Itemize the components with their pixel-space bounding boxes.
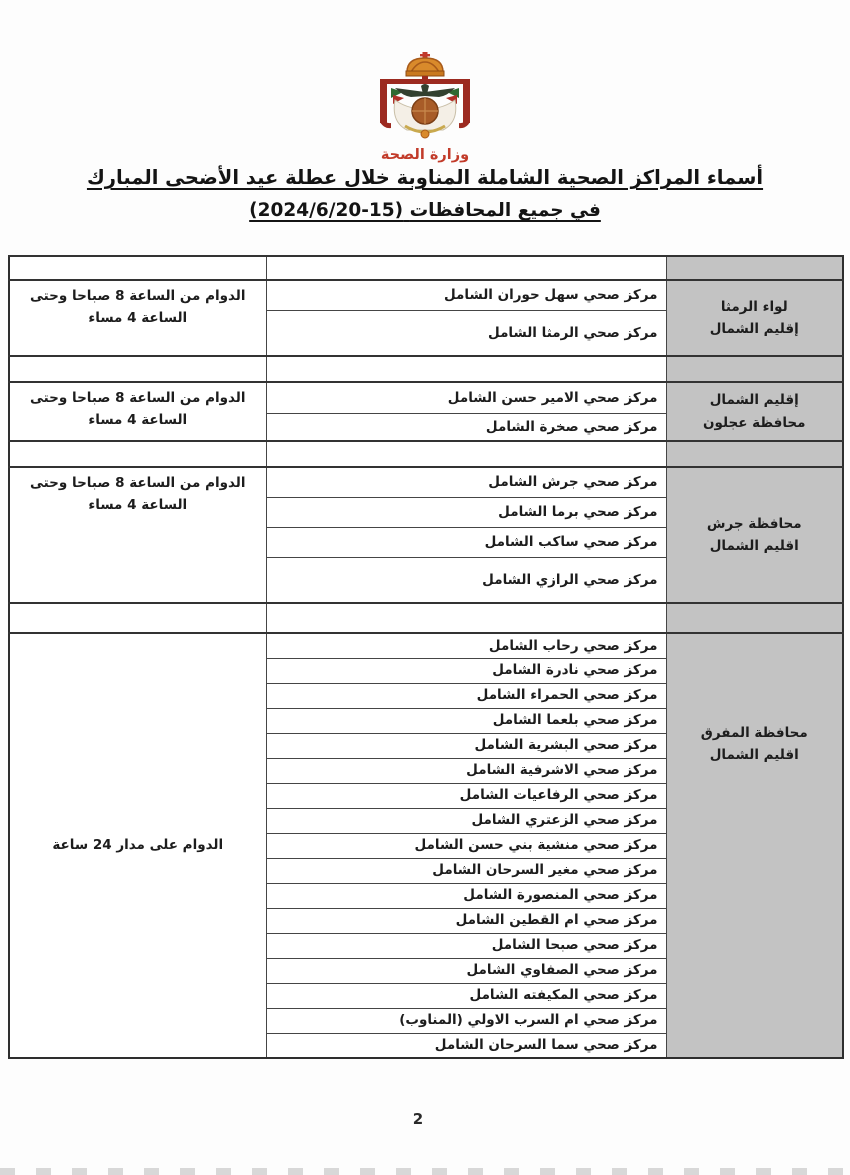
hours-cell: الدوام على مدار 24 ساعة <box>9 633 266 1058</box>
table-row <box>9 382 843 413</box>
health-center-cell: مركز صحي جرش الشامل <box>266 467 666 497</box>
health-center-cell: مركز صحي الرمثا الشامل <box>266 310 666 356</box>
title-line-1: أسماء المراكز الصحية الشاملة المناوبة خلال عطلة عيد الأضحى المبارك <box>86 166 764 189</box>
header-region-cell <box>666 256 843 280</box>
separator-row <box>9 603 843 633</box>
health-center-cell: مركز صحي رحاب الشامل <box>266 633 666 658</box>
region-cell-mafraq: محافظة المفرق اقليم الشمال <box>666 633 843 1058</box>
separator-row <box>9 441 843 467</box>
title-date-range: (2024/6/20-15) <box>249 200 404 222</box>
ministry-name: وزارة الصحة <box>380 147 470 163</box>
table-row <box>9 633 843 658</box>
health-center-cell: مركز صحي الرازي الشامل <box>266 557 666 603</box>
health-center-cell: مركز صحي منشية بني حسن الشامل <box>266 833 666 858</box>
header-centers-cell <box>266 256 666 280</box>
region-cell-ramtha: لواء الرمثا إقليم الشمال <box>666 280 843 356</box>
health-center-cell: مركز صحي بلعما الشامل <box>266 708 666 733</box>
health-center-cell: مركز صحي صخرة الشامل <box>266 413 666 441</box>
hours-cell: الدوام من الساعة 8 صباحا وحتى الساعة 4 مساء <box>9 280 266 356</box>
health-center-cell: مركز صحي صبحا الشامل <box>266 933 666 958</box>
health-centers-table <box>8 255 844 1059</box>
health-center-cell: مركز صحي الامير حسن الشامل <box>266 382 666 413</box>
logo-container <box>0 50 850 163</box>
health-center-cell: مركز صحي ساكب الشامل <box>266 527 666 557</box>
health-center-cell: مركز صحي الزعتري الشامل <box>266 808 666 833</box>
health-center-cell: مركز صحي سهل حوران الشامل <box>266 280 666 310</box>
health-center-cell: مركز صحي برما الشامل <box>266 497 666 527</box>
header-row <box>9 256 843 280</box>
title-line-2 <box>0 197 850 225</box>
health-center-cell: مركز صحي المكيفته الشامل <box>266 983 666 1008</box>
health-center-cell: مركز صحي المنصورة الشامل <box>266 883 666 908</box>
health-center-cell: مركز صحي البشرية الشامل <box>266 733 666 758</box>
region-cell-jerash: محافظة جرش اقليم الشمال <box>666 467 843 603</box>
table-row <box>9 280 843 310</box>
health-center-cell: مركز صحي الصفاوي الشامل <box>266 958 666 983</box>
region-cell-ajloun: إقليم الشمال محافظة عجلون <box>666 382 843 441</box>
scan-edge-artifact <box>0 1168 850 1175</box>
table-row <box>9 467 843 497</box>
health-center-cell: مركز صحي مغير السرحان الشامل <box>266 858 666 883</box>
health-center-cell: مركز صحي الرفاعيات الشامل <box>266 783 666 808</box>
health-center-cell: مركز صحي ام القطين الشامل <box>266 908 666 933</box>
jordan-coat-of-arms-icon <box>365 50 485 142</box>
health-center-cell: مركز صحي الحمراء الشامل <box>266 683 666 708</box>
document-title <box>0 163 850 225</box>
health-center-cell: مركز صحي نادرة الشامل <box>266 658 666 683</box>
page-number: 2 <box>412 1110 424 1128</box>
health-center-cell: مركز صحي سما السرحان الشامل <box>266 1033 666 1058</box>
health-center-cell: مركز صحي ام السرب الاولي (المناوب) <box>266 1008 666 1033</box>
hours-cell: الدوام من الساعة 8 صباحا وحتى الساعة 4 مساء <box>9 467 266 603</box>
health-center-cell: مركز صحي الاشرفية الشامل <box>266 758 666 783</box>
title-line-2-text: في جميع المحافظات <box>409 200 601 222</box>
header-hours-cell <box>9 256 266 280</box>
separator-row <box>9 356 843 382</box>
hours-cell: الدوام من الساعة 8 صباحا وحتى الساعة 4 مساء <box>9 382 266 441</box>
